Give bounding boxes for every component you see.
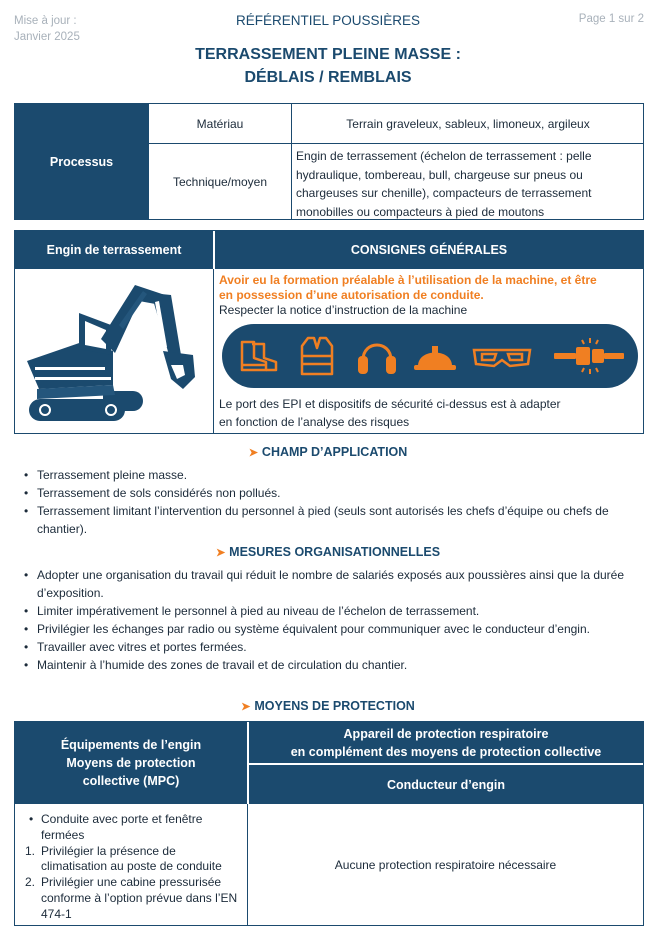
chevron-right-icon: ➤	[248, 447, 258, 459]
seatbelt-icon	[552, 334, 626, 378]
excavator-illustration-cell	[15, 269, 214, 433]
list-item: • Travailler avec vitres et portes fermées.	[24, 638, 644, 656]
list-item: • Conduite avec porte et fenêtre fermées	[29, 812, 203, 842]
section-moyens-label: MOYENS DE PROTECTION	[254, 699, 415, 713]
chevron-right-icon: ➤	[215, 547, 226, 559]
list-item: • Terrassement de sols considérés non pollués.	[24, 484, 644, 502]
list-item: • Maintenir à l’humide des zones de travail et de circulation du chantier.	[24, 656, 644, 674]
training-warning-line-2: en possession d’une autorisation de conduite.	[219, 288, 484, 302]
ppe-icons-bar	[222, 324, 638, 388]
ppe-note	[219, 395, 639, 431]
item-number: 2.	[25, 875, 36, 890]
engine-header: Engin de terrassement	[15, 231, 213, 269]
equipment-header-line-1: Équipements de l’engin	[60, 738, 202, 752]
section-champ-title	[0, 445, 656, 459]
material-label: Matériau	[148, 104, 291, 143]
title-line-1: TERRASSEMENT PLEINE MASSE :	[195, 46, 461, 63]
consignes-text	[219, 273, 639, 318]
equipment-cell	[15, 804, 248, 925]
safety-vest-icon	[294, 334, 340, 378]
section-mesures-label: MESURES ORGANISATIONNELLES	[229, 545, 441, 559]
respiratory-cell: Aucune protection respiratoire nécessaire	[334, 857, 557, 872]
equipment-header-line-3: collective (MPC)	[82, 774, 180, 788]
technique-value: Engin de terrassement (échelon de terrassement : pelle hydraulique, tombereau, bull, chargeuse sur pneus ou chargeuses sur chenille), compacteurs de terrassement monobilles ou compacteurs à pied de moutons	[291, 143, 644, 219]
ppe-note-line-2: en fonction de l’analyse des risques	[219, 415, 410, 429]
hard-hat-icon	[412, 334, 458, 378]
page-number: Page 1 sur 2	[578, 13, 644, 25]
instruction-notice: Respecter la notice d’instruction de la machine	[219, 303, 468, 317]
item-text: Privilégier la présence de climatisation au poste de conduite	[41, 843, 222, 874]
list-item: • Terrassement limitant l’intervention du personnel à pied (seuls sont autorisés les chefs d’équipe ou chefs de chantier).	[24, 502, 644, 538]
list-item	[25, 844, 239, 876]
item-text: Privilégier une cabine pressurisée conforme à l’option prévue dans l’EN 474-1	[41, 875, 238, 921]
doc-title: RÉFÉRENTIEL POUSSIÈRES	[235, 13, 421, 28]
mesures-list	[24, 566, 644, 674]
item-number: 1.	[25, 843, 36, 858]
equipment-header	[15, 722, 247, 804]
chevron-right-icon: ➤	[241, 701, 251, 713]
list-item: • Limiter impérativement le personnel à pied au niveau de l’échelon de terrassement.	[24, 602, 644, 620]
respiratory-header-line-1: Appareil de protection respiratoire	[343, 726, 549, 741]
ear-muffs-icon	[354, 334, 400, 378]
driver-subheader: Conducteur d’engin	[249, 765, 643, 804]
equipment-header-line-2: Moyens de protection	[66, 756, 196, 770]
excavator-icon	[15, 269, 214, 433]
ppe-note-line-1: Le port des EPI et dispositifs de sécurité ci-dessus est à adapter	[219, 397, 561, 411]
list-item: • Privilégier les échanges par radio ou système équivalent pour communiquer avec le conducteur d’engin.	[24, 620, 644, 638]
list-item: • Terrassement pleine masse.	[24, 466, 644, 484]
bullet-text: Conduite avec porte et fenêtre fermées	[41, 812, 203, 842]
update-date: Janvier 2025	[14, 31, 80, 43]
safety-boots-icon	[236, 334, 282, 378]
safety-goggles-icon	[470, 334, 534, 378]
update-label: Mise à jour :	[14, 15, 77, 27]
training-warning-line-1: Avoir eu la formation préalable à l’utilisation de la machine, et être	[219, 273, 597, 287]
engine-instructions-table	[14, 230, 644, 434]
protection-table	[14, 721, 644, 926]
material-value: Terrain graveleux, sableux, limoneux, argileux	[291, 104, 644, 143]
consignes-header: CONSIGNES GÉNÉRALES	[215, 231, 643, 269]
list-item	[25, 875, 239, 922]
section-moyens-title	[0, 699, 656, 713]
process-table	[14, 103, 644, 220]
technique-label: Technique/moyen	[148, 143, 291, 219]
respiratory-header	[249, 722, 643, 763]
process-label: Processus	[15, 104, 148, 219]
page-title	[0, 43, 656, 89]
list-item: • Adopter une organisation du travail qui réduit le nombre de salariés exposés aux poussières ainsi que la durée d’exposition.	[24, 566, 644, 602]
section-mesures-title	[0, 545, 656, 559]
section-champ-label: CHAMP D’APPLICATION	[261, 445, 408, 459]
respiratory-header-line-2: en complément des moyens de protection collective	[290, 744, 602, 759]
title-line-2: DÉBLAIS / REMBLAIS	[244, 69, 412, 86]
champ-list	[24, 466, 644, 538]
